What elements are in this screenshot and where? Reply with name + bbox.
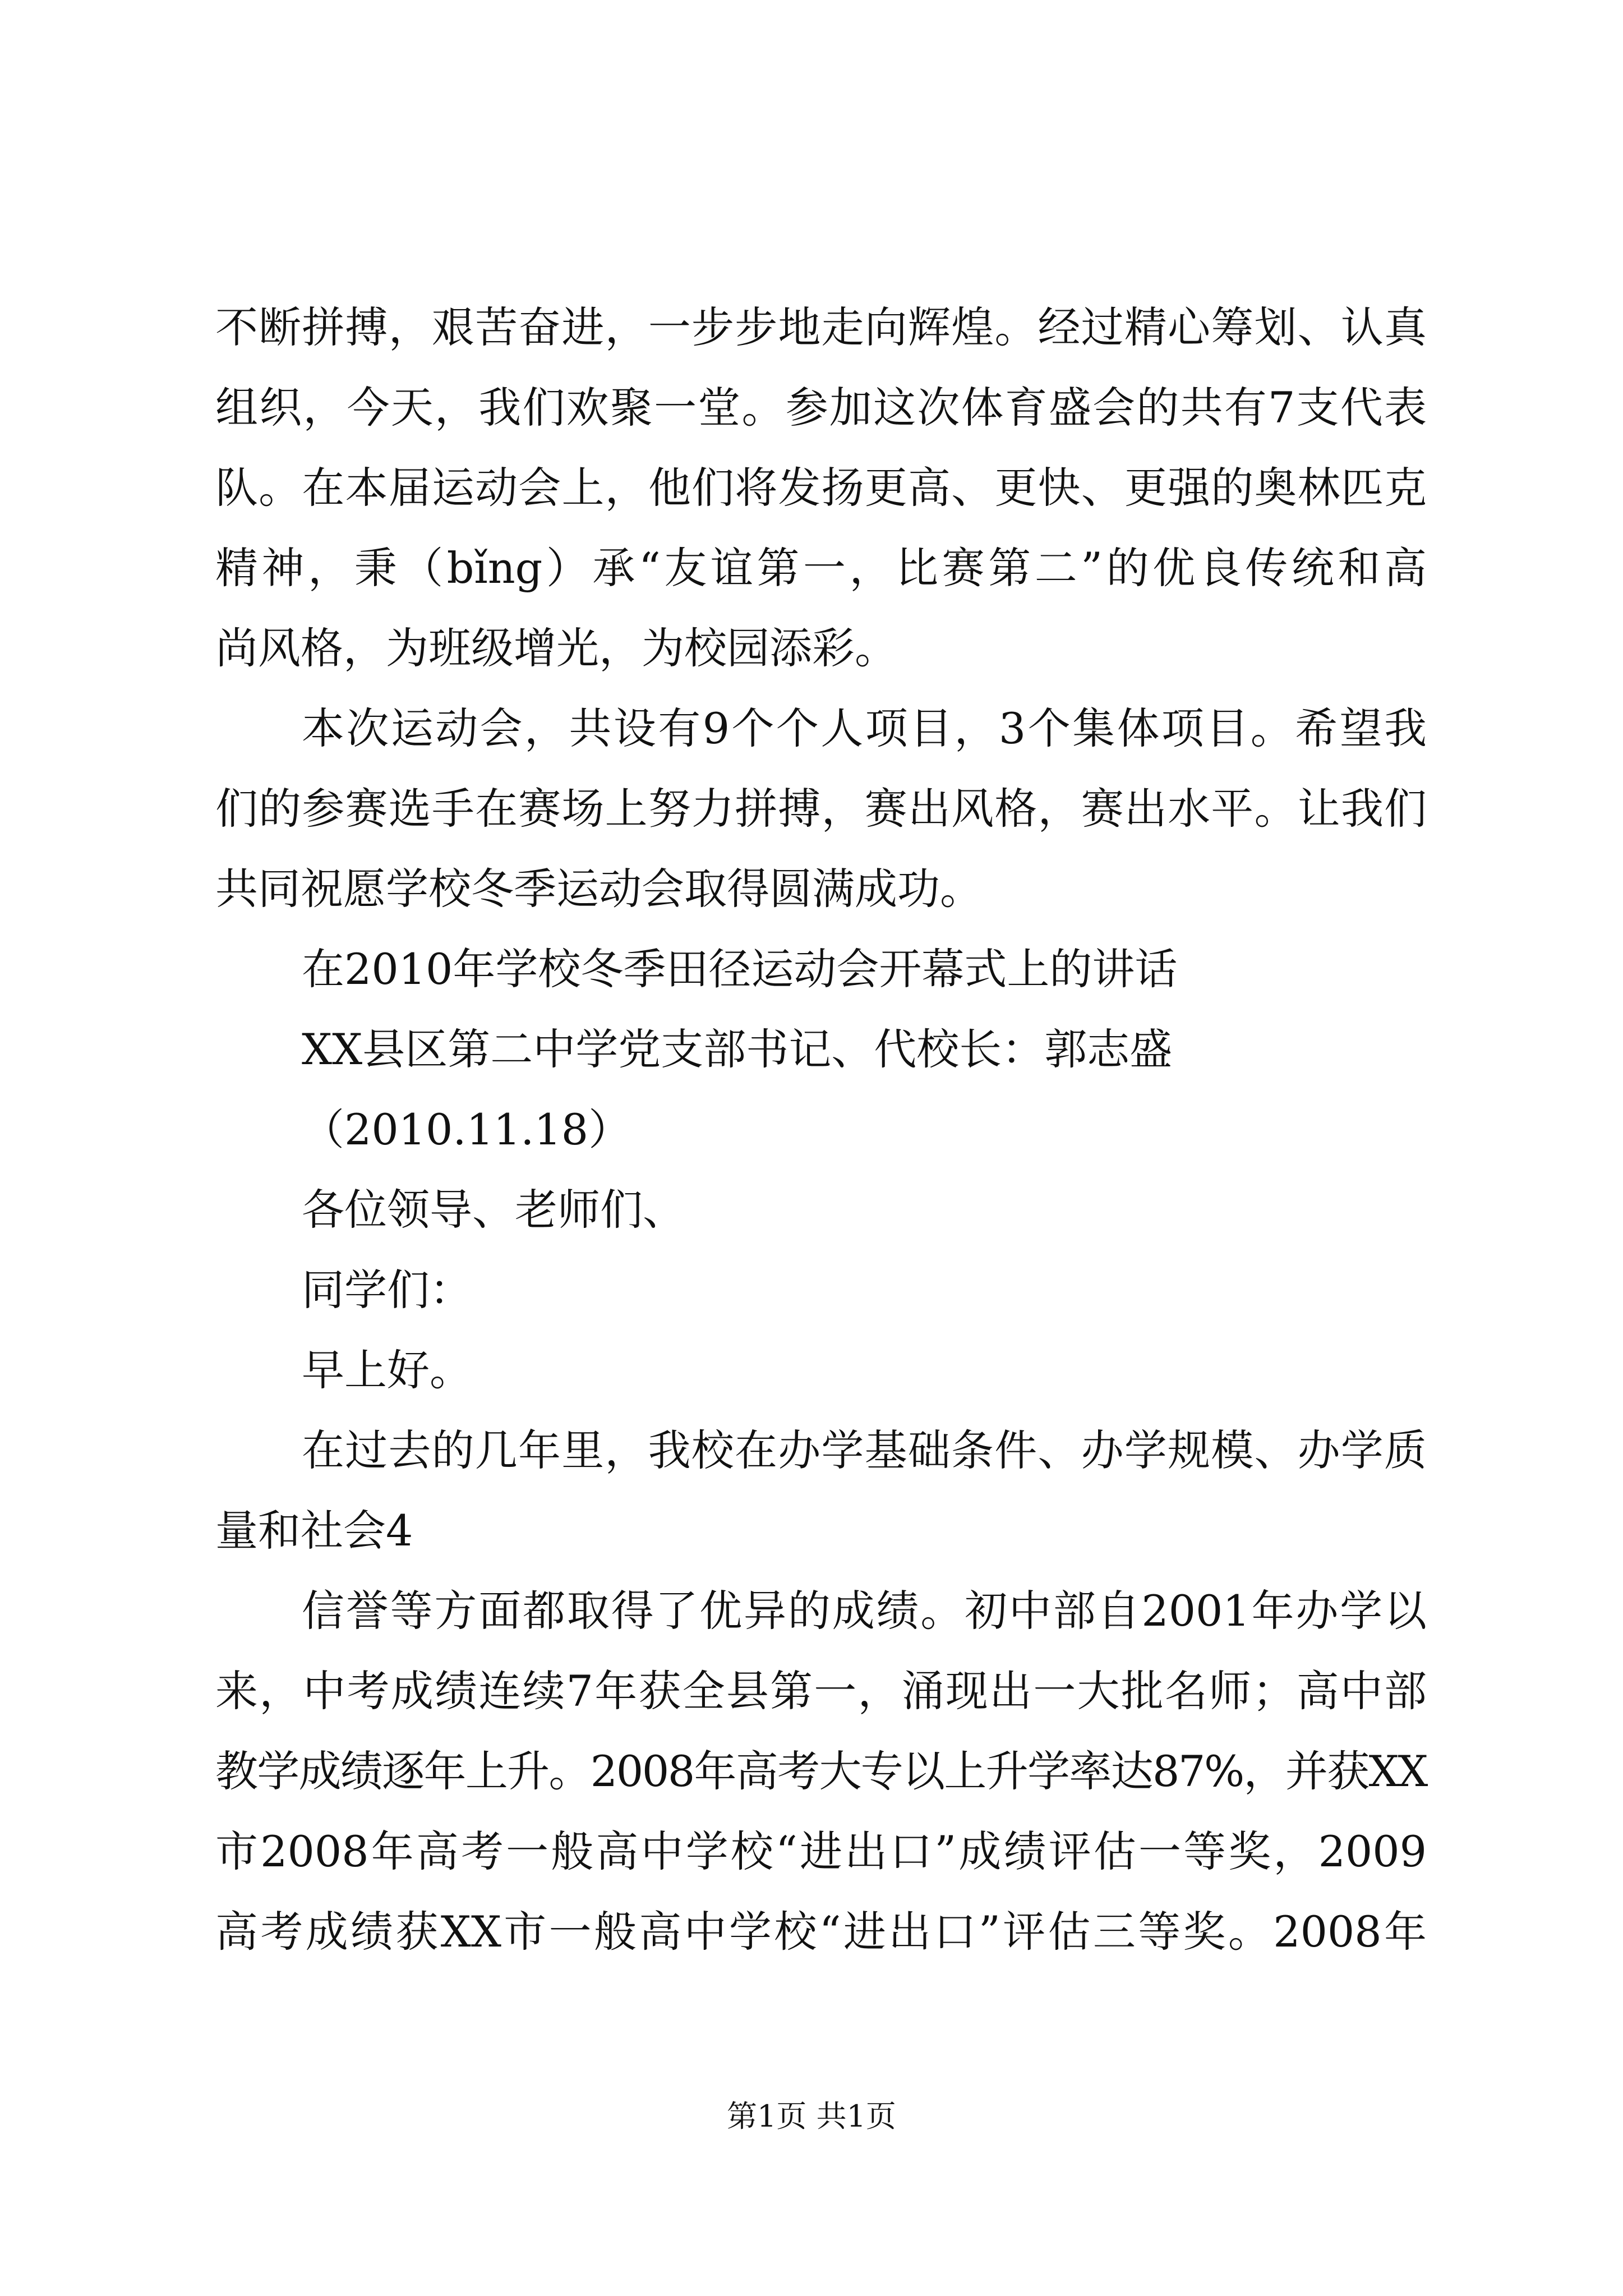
salutation-line: 同学们：: [302, 1265, 472, 1315]
salutation-line: 各位领导、老师们、: [302, 1185, 685, 1235]
document-body: [215, 287, 1427, 1972]
text-line: 尚风格，为班级增光，为校园添彩。: [215, 623, 897, 673]
text-line: 组织，今天，我们欢聚一堂。参加这次体育盛会的共有7支代表: [215, 383, 1427, 432]
text-line: 精神，秉（bǐng）承“友谊第一，比赛第二”的优良传统和高: [215, 543, 1427, 593]
text-line: 来，中考成绩连续7年获全县第一，涌现出一大批名师；高中部: [215, 1666, 1427, 1716]
text-line: 队。在本届运动会上，他们将发扬更高、更快、更强的奥林匹克: [215, 463, 1427, 513]
greeting-line: 早上好。: [302, 1345, 472, 1395]
speech-title: 在2010年学校冬季田径运动会开幕式上的讲话: [302, 944, 1178, 994]
speech-date: （2010.11.18）: [302, 1105, 631, 1154]
paragraph-start-line: 本次运动会，共设有9个个人项目，3个集体项目。希望我: [302, 703, 1427, 753]
text-line: 们的参赛选手在赛场上努力拼搏，赛出风格，赛出水平。让我们: [215, 784, 1427, 834]
text-line: 教学成绩逐年上升。2008年高考大专以上升学率达87%，并获XX: [215, 1746, 1427, 1796]
text-line: 市2008年高考一般高中学校“进出口”成绩评估一等奖，2009: [215, 1826, 1427, 1876]
page-number-footer: 第1页 共1页: [727, 2099, 896, 2134]
paragraph-start-line: 在过去的几年里，我校在办学基础条件、办学规模、办学质: [302, 1425, 1427, 1475]
text-line: 共同祝愿学校冬季运动会取得圆满成功。: [215, 864, 983, 914]
speaker-line: XX县区第二中学党支部书记、代校长：郭志盛: [302, 1024, 1173, 1074]
text-line: 不断拼搏，艰苦奋进，一步步地走向辉煌。经过精心筹划、认真: [215, 302, 1427, 352]
text-line: 量和社会4: [215, 1506, 413, 1556]
text-line: 高考成绩获XX市一般高中学校“进出口”评估三等奖。2008年: [215, 1907, 1427, 1957]
paragraph-start-line: 信誉等方面都取得了优异的成绩。初中部自2001年办学以: [302, 1586, 1427, 1636]
